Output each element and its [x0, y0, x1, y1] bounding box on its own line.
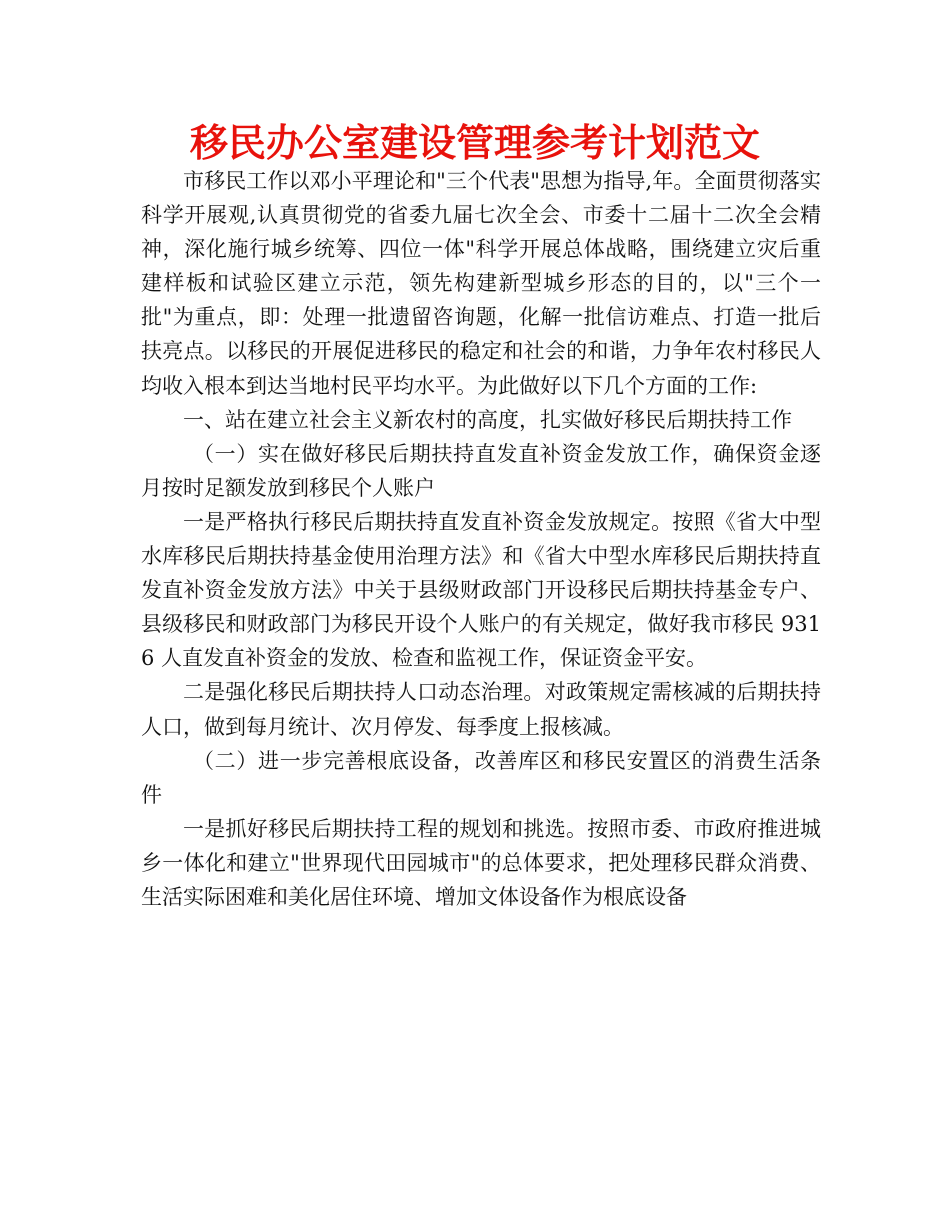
document-title: 移民办公室建设管理参考计划范文: [189, 121, 760, 165]
subsection-heading-1: （一）实在做好移民后期扶持直发直补资金发放工作，确保资金逐月按时足额发放到移民个人账户: [141, 441, 821, 500]
paragraph-item-3: 一是抓好移民后期扶持工程的规划和挑选。按照市委、市政府推进城乡一体化和建立"世界现代田园城市"的总体要求，把处理移民群众消费、生活实际困难和美化居住环境、增加文体设备作为根底设备: [141, 816, 821, 909]
document-body: [141, 164, 821, 914]
paragraph-intro: 市移民工作以邓小平理论和"三个代表"思想为指导,年。全面贯彻落实科学开展观,认真贯彻党的省委九届七次全会、市委十二届十二次全会精神，深化施行城乡统筹、四位一体"科学开展总体战略，围绕建立灾后重建样板和试验区建立示范，领先构建新型城乡形态的目的，以"三个一批"为重点，即：处理一批遗留咨询题，化解一批信访难点、打造一批后扶亮点。以移民的开展促进移民的稳定和社会的和谐，力争年农村移民人均收入根本到达当地村民平均水平。为此做好以下几个方面的工作:: [141, 169, 821, 398]
section-heading-1: 一、站在建立社会主义新农村的高度，扎实做好移民后期扶持工作: [183, 407, 792, 432]
paragraph-item-1: 一是严格执行移民后期扶持直发直补资金发放规定。按照《省大中型水库移民后期扶持基金使用治理方法》和《省大中型水库移民后期扶持直发直补资金发放方法》中关于县级财政部门开设移民后期扶持基金专户、县级移民和财政部门为移民开设个人账户的有关规定，做好我市移民 9316 人直发直补资金的发放、检查和监视工作，保证资金平安。: [141, 509, 821, 671]
paragraph-item-2: 二是强化移民后期扶持人口动态治理。对政策规定需核减的后期扶持人口，做到每月统计、次月停发、每季度上报核减。: [141, 680, 821, 739]
subsection-heading-2: （二）进一步完善根底设备，改善库区和移民安置区的消费生活条件: [141, 748, 821, 807]
